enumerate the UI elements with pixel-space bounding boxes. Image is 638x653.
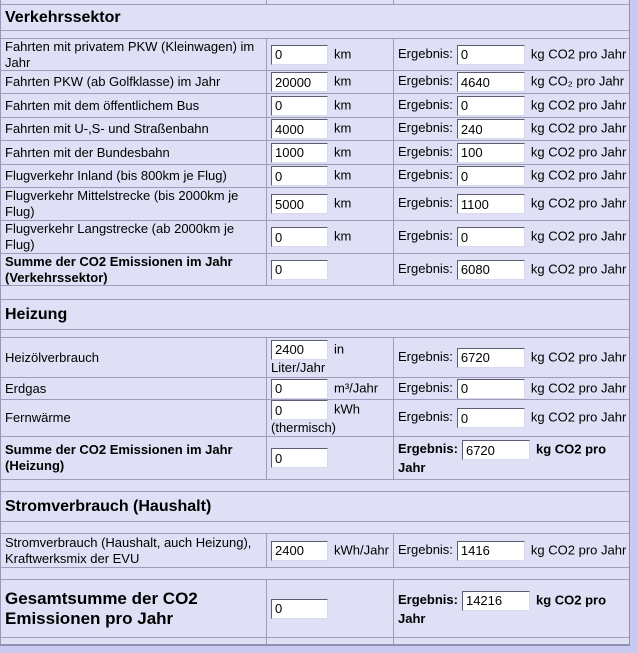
pkw-golfklasse-km-input[interactable] [271,72,328,92]
table-row [1,71,629,94]
row-label: Fahrten mit U-,S- und Straßenbahn [5,121,209,136]
ergebnis-label: Ergebnis: [398,591,458,607]
ergebnis-label: Ergebnis: [398,228,453,244]
summe-heizung-input[interactable] [271,448,328,468]
gesamtsumme-input[interactable] [271,599,328,619]
spacer-row [1,638,629,646]
spacer-row [1,522,629,534]
row-label: Flugverkehr Inland (bis 800km je Flug) [5,168,227,183]
page-background [0,646,638,653]
spacer-row [1,568,629,580]
bundesbahn-km-input[interactable] [271,143,328,163]
row-label: Fahrten mit der Bundesbahn [5,144,170,160]
gesamtsumme-result-input[interactable] [462,591,530,611]
table-row-summary-verkehr [1,254,629,286]
ergebnis-label: Ergebnis: [398,409,453,425]
ergebnis-label: Ergebnis: [398,120,453,136]
row-label: Stromverbrauch (Haushalt, auch Heizung), Kraftwerksmix der EVU [5,534,252,566]
result-unit-label: kg CO2 pro Jahr [530,143,627,159]
result-unit-label: kg CO2 pro Jahr [398,441,607,475]
strassenbahn-km-input[interactable] [271,119,328,139]
row-label: Fahrten mit dem öffentlichem Bus [5,97,200,113]
unit-label: km [334,228,352,244]
result-unit-label: kg CO2 pro Jahr [530,260,627,276]
result-unit-label: kg CO2 pro Jahr [530,195,627,211]
table-row [1,221,629,254]
ergebnis-label: Ergebnis: [398,195,453,211]
unit-label: kWh/Jahr [334,541,389,557]
table-row [1,378,629,400]
ergebnis-label: Ergebnis: [398,143,453,159]
flug-mittelstrecke-result-input[interactable] [457,194,525,214]
table-row [1,188,629,221]
heizoel-result-input[interactable] [457,348,525,368]
ergebnis-label: Ergebnis: [398,260,453,276]
ergebnis-label: Ergebnis: [398,348,453,364]
heizoel-input[interactable] [271,340,328,360]
row-label: Summe der CO2 Emissionen im Jahr (Heizung) [5,442,233,473]
table-row [1,39,629,71]
section-header-verkehrssektor [1,5,629,31]
row-label: Erdgas [5,380,47,396]
unit-label: km [334,195,352,211]
result-unit-label: kg CO2 pro Jahr [398,591,607,626]
ergebnis-label: Ergebnis: [398,541,453,557]
row-label: Flugverkehr Mittelstrecke (bis 2000km je Flug) [5,188,239,219]
flug-inland-km-input[interactable] [271,166,328,186]
row-label: Summe der CO2 Emissionen im Jahr (Verkehrssektor) [5,254,233,285]
section-title: Stromverbrauch (Haushalt) [5,497,212,515]
summe-verkehr-input[interactable] [271,260,328,280]
section-header-stromverbrauch [1,492,629,522]
ergebnis-label: Ergebnis: [398,45,453,61]
unit-label: m³/Jahr [334,379,379,395]
fernwaerme-input[interactable] [271,400,328,420]
spacer-row [1,480,629,492]
bus-km-input[interactable] [271,96,328,116]
spacer-row [1,286,629,300]
result-unit-label: kg CO2 pro Jahr [530,120,627,136]
result-unit-label: kg CO₂ pro Jahr [530,73,625,89]
table-row-summary-heizung [1,437,629,480]
unit-label: km [334,45,352,61]
erdgas-input[interactable] [271,379,328,399]
section-title: Verkehrssektor [5,8,121,26]
bus-result-input[interactable] [457,96,525,116]
ergebnis-label: Ergebnis: [398,73,453,89]
summe-verkehr-result-input[interactable] [457,260,525,280]
row-label: Fahrten PKW (ab Golfklasse) im Jahr [5,74,221,89]
unit-label: km [334,96,352,112]
ergebnis-label: Ergebnis: [398,379,453,395]
unit-label: km [334,120,352,136]
unit-label: in Liter/Jahr [271,340,345,375]
section-header-heizung [1,300,629,330]
table-row [1,534,629,568]
table-row [1,94,629,118]
unit-label: km [334,73,352,89]
summe-heizung-result-input[interactable] [462,440,530,460]
ergebnis-label: Ergebnis: [398,167,453,183]
pkw-kleinwagen-km-input[interactable] [271,45,328,65]
strom-result-input[interactable] [457,541,525,561]
result-unit-label: kg CO2 pro Jahr [530,167,627,183]
result-unit-label: kg CO2 pro Jahr [530,45,627,61]
table-row [1,400,629,437]
unit-label: kWh (thermisch) [271,401,360,435]
pkw-kleinwagen-result-input[interactable] [457,45,525,65]
flug-mittelstrecke-km-input[interactable] [271,194,328,214]
strom-input[interactable] [271,541,328,561]
flug-langstrecke-result-input[interactable] [457,227,525,247]
table-row [1,141,629,165]
spacer-row [1,31,629,39]
row-label: Fernwärme [5,410,71,425]
result-unit-label: kg CO2 pro Jahr [530,348,627,364]
unit-label: km [334,143,352,159]
unit-label: km [334,167,352,183]
result-unit-label: kg CO2 pro Jahr [530,228,627,244]
strassenbahn-result-input[interactable] [457,119,525,139]
result-unit-label: kg CO2 pro Jahr [530,541,627,557]
table-row [1,118,629,141]
table-row-gesamtsumme [1,580,629,638]
ergebnis-label: Ergebnis: [398,441,458,457]
result-unit-label: kg CO2 pro Jahr [530,379,627,395]
row-label: Flugverkehr Langstrecke (ab 2000km je Flug) [5,221,235,252]
row-label: Gesamtsumme der CO2 Emissionen pro Jahr [5,588,198,628]
fernwaerme-result-input[interactable] [457,408,525,428]
bundesbahn-result-input[interactable] [457,143,525,163]
result-unit-label: kg CO2 pro Jahr [530,409,627,425]
spacer-row [1,330,629,338]
ergebnis-label: Ergebnis: [398,96,453,112]
flug-inland-result-input[interactable] [457,166,525,186]
row-label: Fahrten mit privatem PKW (Kleinwagen) im Jahr [5,39,255,70]
row-label: Heizölverbrauch [5,349,99,365]
result-unit-label: kg CO2 pro Jahr [530,96,627,112]
table-row [1,165,629,188]
table-row [1,338,629,378]
erdgas-result-input[interactable] [457,379,525,399]
section-title: Heizung [5,305,68,323]
pkw-golfklasse-result-input[interactable] [457,72,525,92]
flug-langstrecke-km-input[interactable] [271,227,328,247]
